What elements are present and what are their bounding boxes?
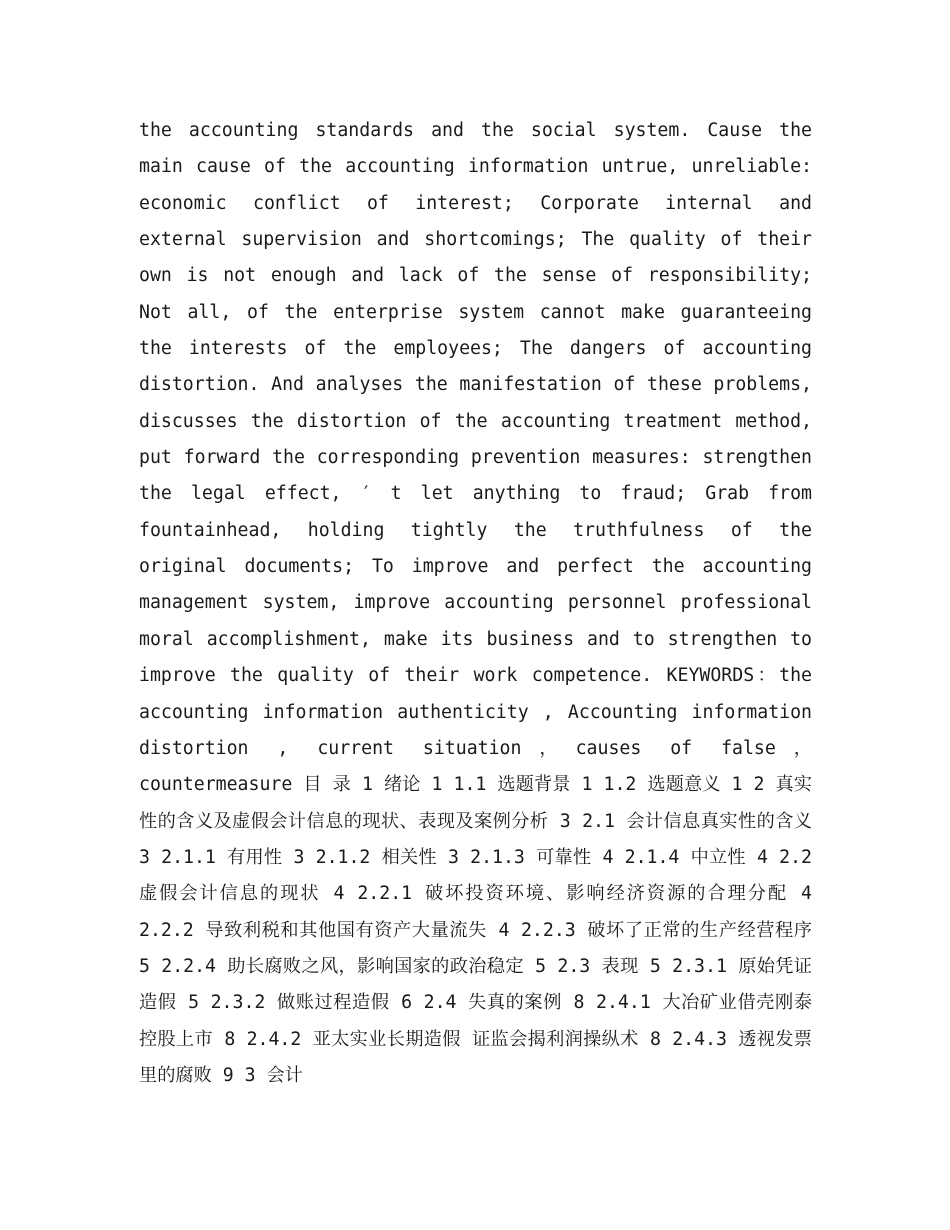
body-paragraph: the accounting standards and the social system. Cause the main cause of the accounting information untrue, unreliable: economic conflict of interest; Corporate internal and external supervision and shortcomings; The quality of their own is not enough and lack of the sense of responsibility; Not all, of the enterprise system cannot make guaranteeing the interests of the employees; The dangers of accounting distortion. And analyses the manifestation of these problems, discusses the distortion of the accounting treatment method, put forward the corresponding prevention measures: strengthen the legal effect, ′ t let anything to fraud; Grab from fountainhead, holding tightly the truthfulness of the original documents; To improve and perfect the accounting management system, improve accounting personnel professional moral accomplishment, make its business and to strengthen to improve the quality of their work competence. KEYWORDS：the accounting information authenticity , Accounting information distortion , current situation，causes of false，countermeasure 目 录 1 绪论 1 1.1 选题背景 1 1.2 选题意义 1 2 真实性的含义及虚假会计信息的现状、表现及案例分析 3 2.1 会计信息真实性的含义 3 2.1.1 有用性 3 2.1.2 相关性 3 2.1.3 可靠性 4 2.1.4 中立性 4 2.2 虚假会计信息的现状 4 2.2.1 破坏投资环境、影响经济资源的合理分配 4 2.2.2 导致利税和其他国有资产大量流失 4 2.2.3 破坏了正常的生产经营程序 5 2.2.4 助长腐败之风，影响国家的政治稳定 5 2.3 表现 5 2.3.1 原始凭证造假 5 2.3.2 做账过程造假 6 2.4 失真的案例 8 2.4.1 大冶矿业借壳刚泰控股上市 8 2.4.2 亚太实业长期造假 证监会揭利润操纵术 8 2.4.3 透视发票里的腐败 9 3 会计 (139, 120, 812, 1086)
